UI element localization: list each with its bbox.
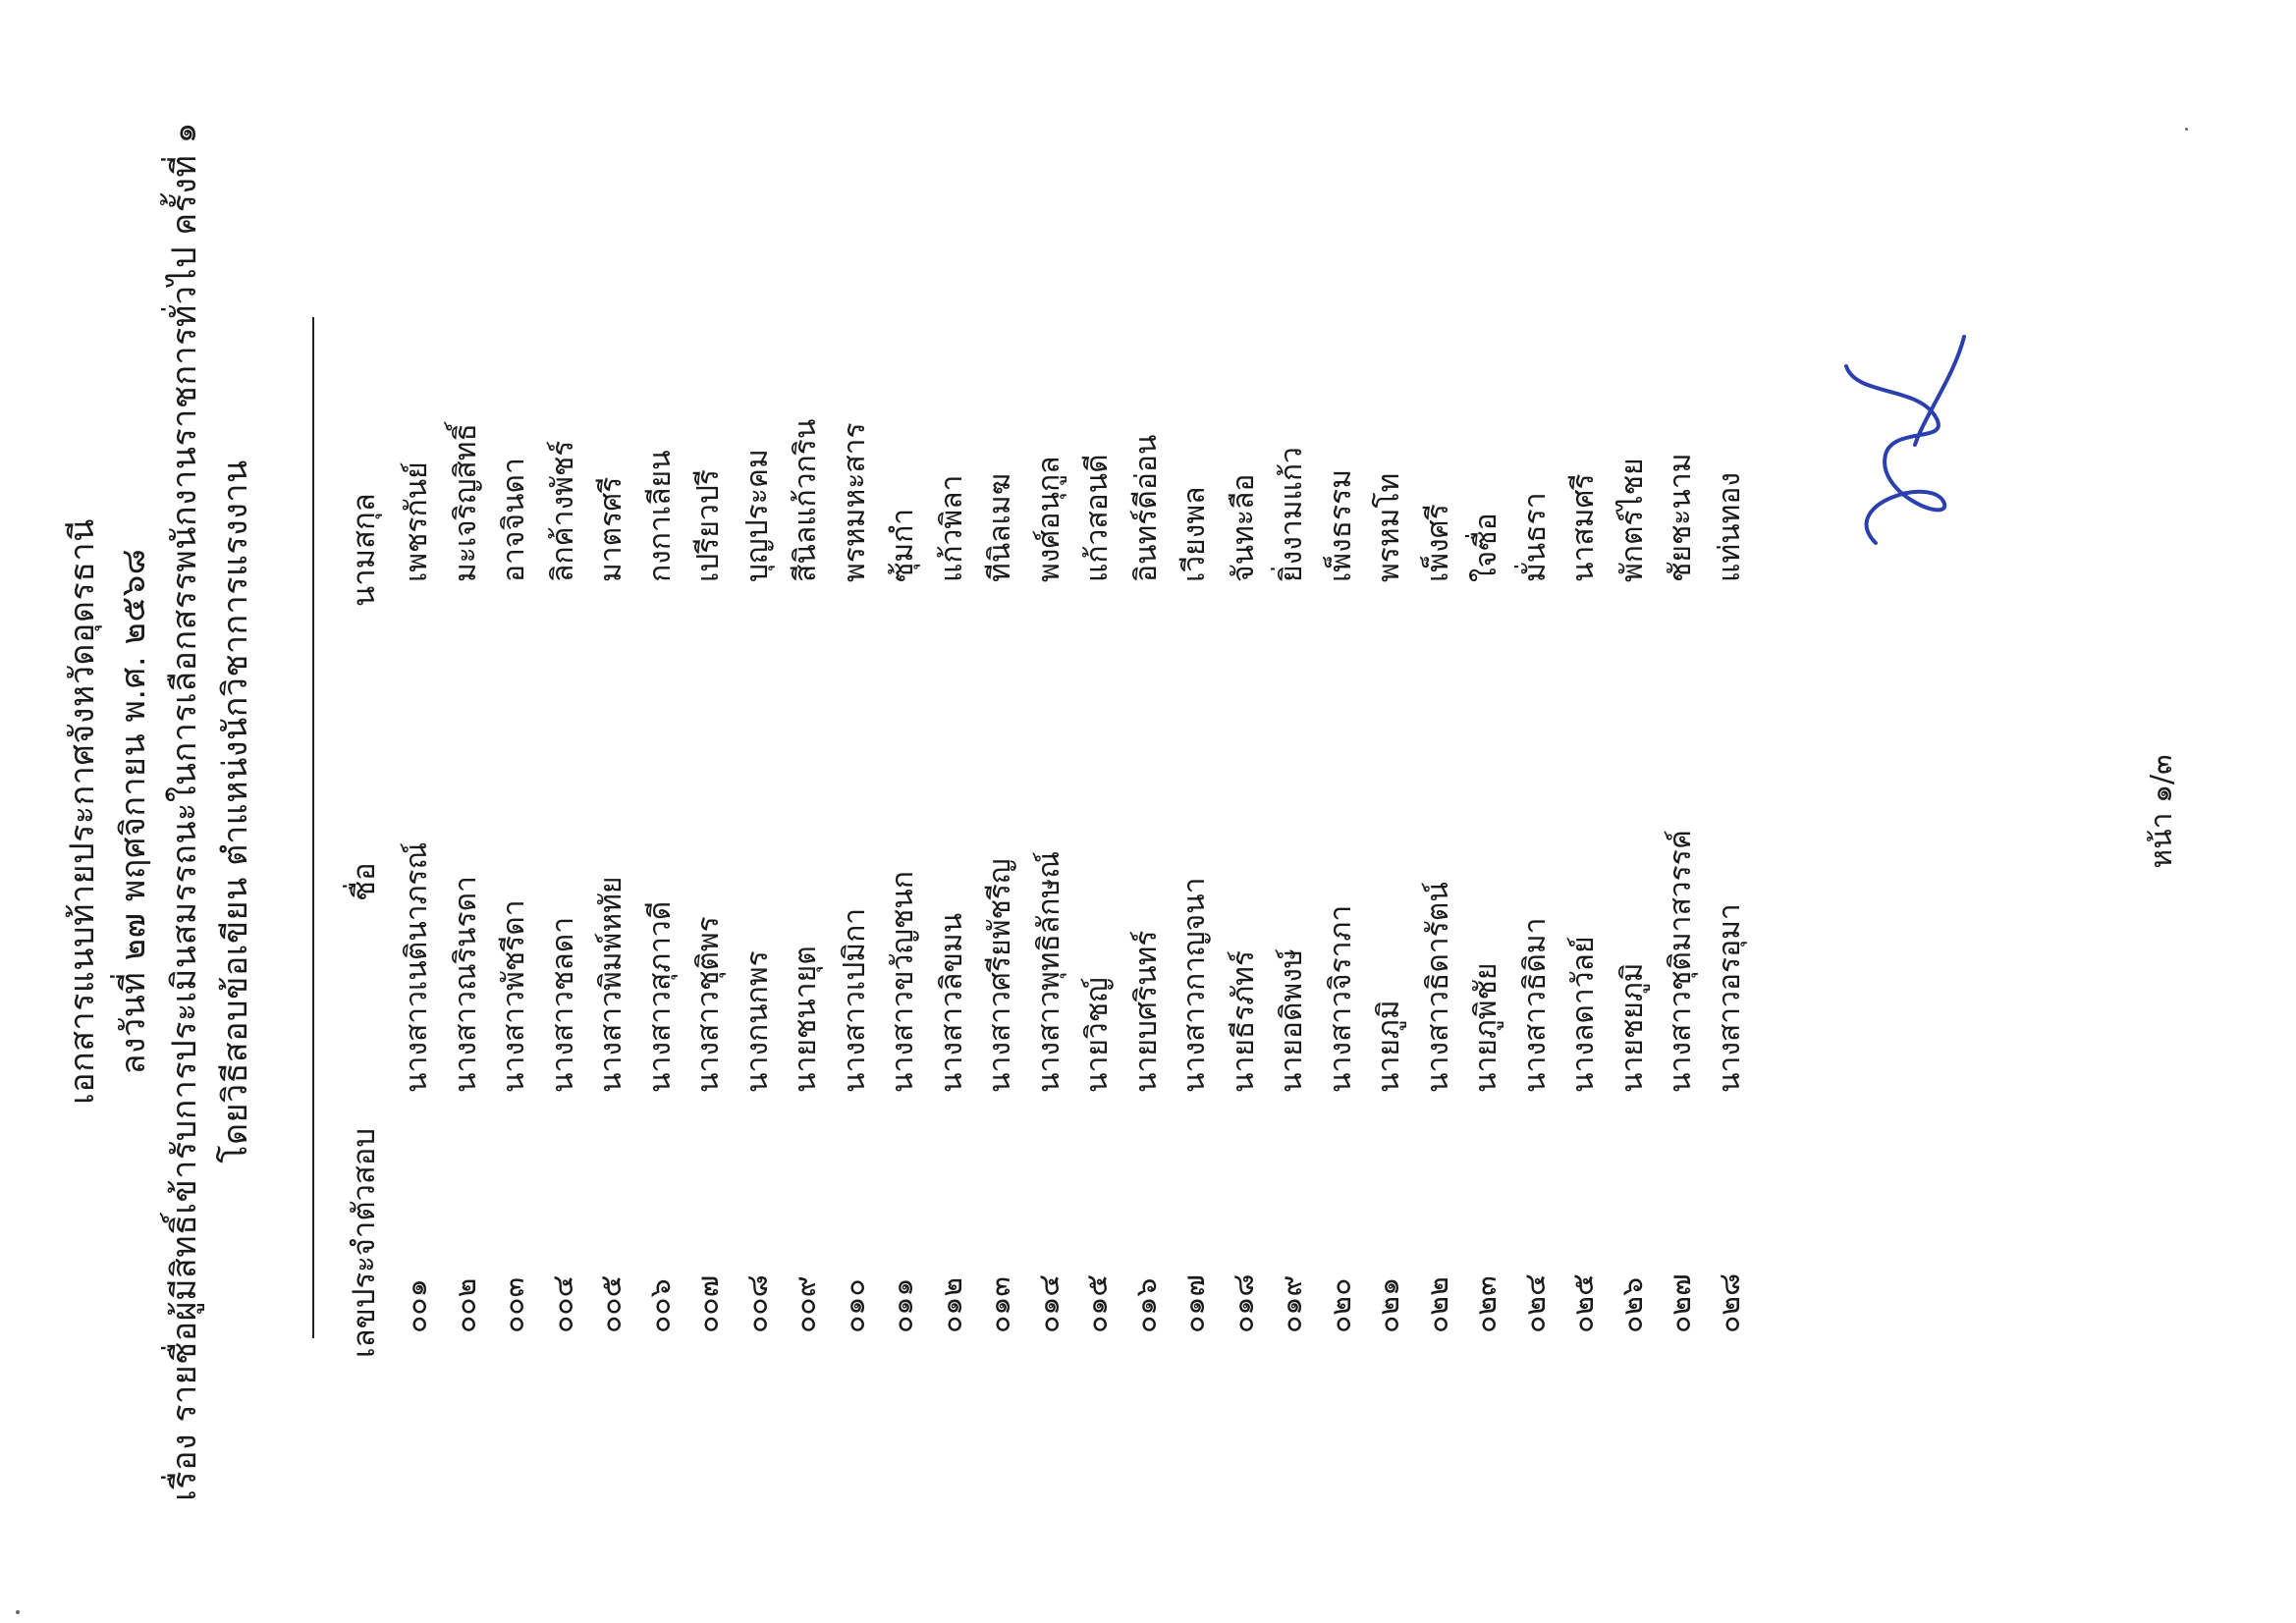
table-row [393, 278, 442, 1358]
cell-name: นางสาวเปมิกา [837, 907, 872, 1093]
cell-id: ๐๑๕ [1080, 1273, 1116, 1333]
cell-surname: เพ็งศรี [1420, 504, 1455, 582]
cell-surname: กงกาเลียน [642, 450, 678, 582]
cell-id: ๐๐๘ [739, 1274, 775, 1333]
table-row [1559, 278, 1609, 1358]
cell-surname: อาจจินดา [497, 458, 532, 582]
cell-surname: ลิกค้างพัชร์ [545, 440, 580, 582]
column-header-surname: นามสกุล [347, 493, 382, 607]
cell-name: นางสาวธิดิมา [1517, 917, 1553, 1093]
cell-name: นางสาวณรินรดา [448, 876, 483, 1093]
cell-name: นางสาวชุติมาสวรรค์ [1664, 830, 1699, 1093]
cell-name: นางสาวพัชรีดา [497, 899, 532, 1093]
header-method: โดยวิธีสอบข้อเขียน ตำแหน่งนักวิชาการแรงงาน [216, 460, 255, 1163]
cell-name: นายอดิพงษ์ [1275, 948, 1310, 1093]
table-row [539, 278, 588, 1358]
table-row [1220, 278, 1269, 1358]
header-title: เอกสารแนบท้ายประกาศจังหวัดอุดรธานี [63, 518, 102, 1105]
cell-id: ๐๒๘ [1712, 1272, 1747, 1333]
cell-name: นายภูพิชัย [1469, 962, 1504, 1093]
cell-surname: แก้วพิลา [934, 474, 969, 582]
cell-surname: ยิ่งงามแก้ว [1275, 447, 1310, 582]
column-header-name: ชื่อ [347, 862, 382, 901]
cell-id: ๐๐๙ [789, 1275, 824, 1333]
cell-surname: นาสมศรี [1566, 473, 1602, 582]
cell-surname: พงศ์อนุกูล [1031, 456, 1066, 582]
cell-id: ๐๒๒ [1420, 1276, 1455, 1333]
cell-name: นางสาวลิขมน [934, 912, 969, 1093]
cell-name: นางสาวกาญจนา [1177, 877, 1213, 1093]
cell-id: ๐๐๕ [594, 1274, 629, 1333]
cell-surname: เวียงพล [1177, 486, 1213, 582]
cell-surname: ชัยชะนาม [1664, 453, 1699, 582]
cell-surname: ซุ้มกำ [886, 508, 921, 582]
signature [1817, 327, 1984, 563]
cell-id: ๐๐๓ [497, 1276, 532, 1333]
table-row [734, 278, 783, 1358]
cell-surname: พักตร์ไชย [1614, 458, 1650, 582]
table-row [1171, 278, 1220, 1358]
cell-surname: มาตรศรี [594, 476, 629, 582]
cell-id: ๐๑๖ [1128, 1277, 1164, 1333]
table-row [1025, 278, 1074, 1358]
cell-name: นางสาวเนตินาภรณ์ [400, 841, 435, 1093]
table-row [1122, 278, 1172, 1358]
cell-id: ๐๒๑ [1372, 1276, 1407, 1333]
cell-name: นางสาวสุภาวดี [642, 900, 678, 1093]
cell-name: นายบศรินทร์ [1128, 930, 1164, 1093]
table-row [831, 278, 880, 1358]
table-row [684, 278, 734, 1358]
cell-id: ๐๐๔ [545, 1274, 580, 1333]
table-row [976, 278, 1025, 1358]
cell-surname: แก้วสอนดี [1080, 454, 1116, 582]
table-row [782, 278, 831, 1358]
header-divider [312, 317, 314, 1338]
cell-id: ๐๒๖ [1614, 1276, 1650, 1333]
cell-name: นางสาวชุติพร [691, 916, 727, 1093]
cell-name: นายวิชญ์ [1080, 977, 1116, 1093]
cell-surname: จันทะลือ [1226, 473, 1261, 582]
table-row [1609, 278, 1658, 1358]
cell-name: นายภูมิ [1372, 1000, 1407, 1093]
column-header-id: เลขประจำตัวสอบ [347, 1127, 382, 1358]
cell-surname: มั่นธรา [1517, 492, 1553, 582]
table-header-row [334, 278, 393, 1358]
cell-surname: เพชรกันย์ [400, 461, 435, 582]
cell-id: ๐๐๑ [400, 1278, 435, 1333]
table-row [879, 278, 928, 1358]
cell-name: นางสาวพิมพ์หทัย [594, 876, 629, 1093]
cell-id: ๐๐๒ [448, 1277, 483, 1333]
table-row [1073, 278, 1122, 1358]
cell-id: ๐๒๔ [1517, 1273, 1553, 1333]
cell-name: นางสาวขวัญชนก [886, 871, 921, 1093]
cell-surname: ใจซื่อ [1469, 513, 1504, 582]
cell-name: นายชนายุต [789, 946, 824, 1093]
cell-id: ๐๑๑ [886, 1277, 921, 1333]
table-row [1706, 278, 1755, 1358]
cell-name: นายชยภูมิ [1614, 962, 1650, 1093]
cell-surname: ทีนิลเมฆ [983, 473, 1018, 582]
cell-name: นางสาวพุทธิลักษณ์ [1031, 850, 1066, 1093]
header-date: ลงวันที่ ๒๗ พฤศจิกายน พ.ศ. ๒๕๖๘ [114, 548, 153, 1075]
cell-id: ๐๒๗ [1664, 1273, 1699, 1333]
table-row [636, 278, 685, 1358]
table-row [442, 278, 491, 1358]
header-subject: เรื่อง รายชื่อผู้มีสิทธิ์เข้ารับการประเมินสมรรถนะในการเลือกสรรพนักงานราชการทั่วไป ครั้งที่ ๑ [165, 122, 204, 1501]
table-body [393, 278, 1754, 1358]
cell-id: ๐๑๘ [1226, 1273, 1261, 1333]
table-row [1414, 278, 1463, 1358]
cell-surname: สีนิลแก้วกริน [789, 418, 824, 582]
cell-name: นางลดาวัลย์ [1566, 936, 1602, 1093]
cell-name: นางสาวศรียพัชรีญ [983, 858, 1018, 1093]
cell-surname: มะเจริญสิทธิ์ [448, 423, 483, 582]
cell-id: ๐๒๓ [1469, 1275, 1504, 1333]
scan-speck [2185, 128, 2188, 131]
table-row [1365, 278, 1414, 1358]
cell-name: นางกนกพร [739, 950, 775, 1093]
table-row [1317, 278, 1366, 1358]
cell-name: นางสาวอรอุมา [1712, 903, 1747, 1093]
cell-name: นายธีรภัทร์ [1226, 949, 1261, 1093]
table-row [1462, 278, 1511, 1358]
cell-id: ๐๑๓ [983, 1276, 1018, 1333]
cell-id: ๐๒๐ [1323, 1277, 1358, 1333]
cell-id: ๐๐๗ [691, 1274, 727, 1333]
cell-id: ๐๐๖ [642, 1278, 678, 1333]
cell-id: ๐๑๙ [1275, 1274, 1310, 1333]
page-number: หน้า ๑/๓ [2145, 754, 2179, 869]
cell-id: ๐๑๔ [1031, 1273, 1066, 1333]
document-header [57, 0, 261, 1623]
cell-surname: เปรียวปรี [691, 469, 727, 582]
scan-speck [16, 1610, 20, 1614]
table-row [1511, 278, 1560, 1358]
cell-surname: แท่นทอง [1712, 471, 1747, 582]
cell-id: ๐๑๗ [1177, 1274, 1213, 1333]
cell-surname: บุญประคม [739, 449, 775, 582]
cell-id: ๐๒๕ [1566, 1273, 1602, 1333]
cell-id: ๐๑๒ [934, 1276, 969, 1333]
cell-surname: พรหมโท [1372, 472, 1407, 582]
table-row [490, 278, 539, 1358]
table-row [928, 278, 977, 1358]
cell-name: นางสาวธิดารัตน์ [1420, 882, 1455, 1093]
cell-surname: อินทร์ดีอ่อน [1128, 434, 1164, 582]
cell-surname: พรหมหะสาร [837, 422, 872, 582]
candidate-table [334, 278, 1754, 1358]
table-row [1268, 278, 1317, 1358]
cell-name: นางสาวจิราภา [1323, 904, 1358, 1093]
table-row [1657, 278, 1706, 1358]
cell-name: นางสาวชลดา [545, 916, 580, 1093]
table-row [587, 278, 636, 1358]
cell-surname: เพ็งธรรม [1323, 469, 1358, 582]
cell-id: ๐๑๐ [837, 1278, 872, 1333]
